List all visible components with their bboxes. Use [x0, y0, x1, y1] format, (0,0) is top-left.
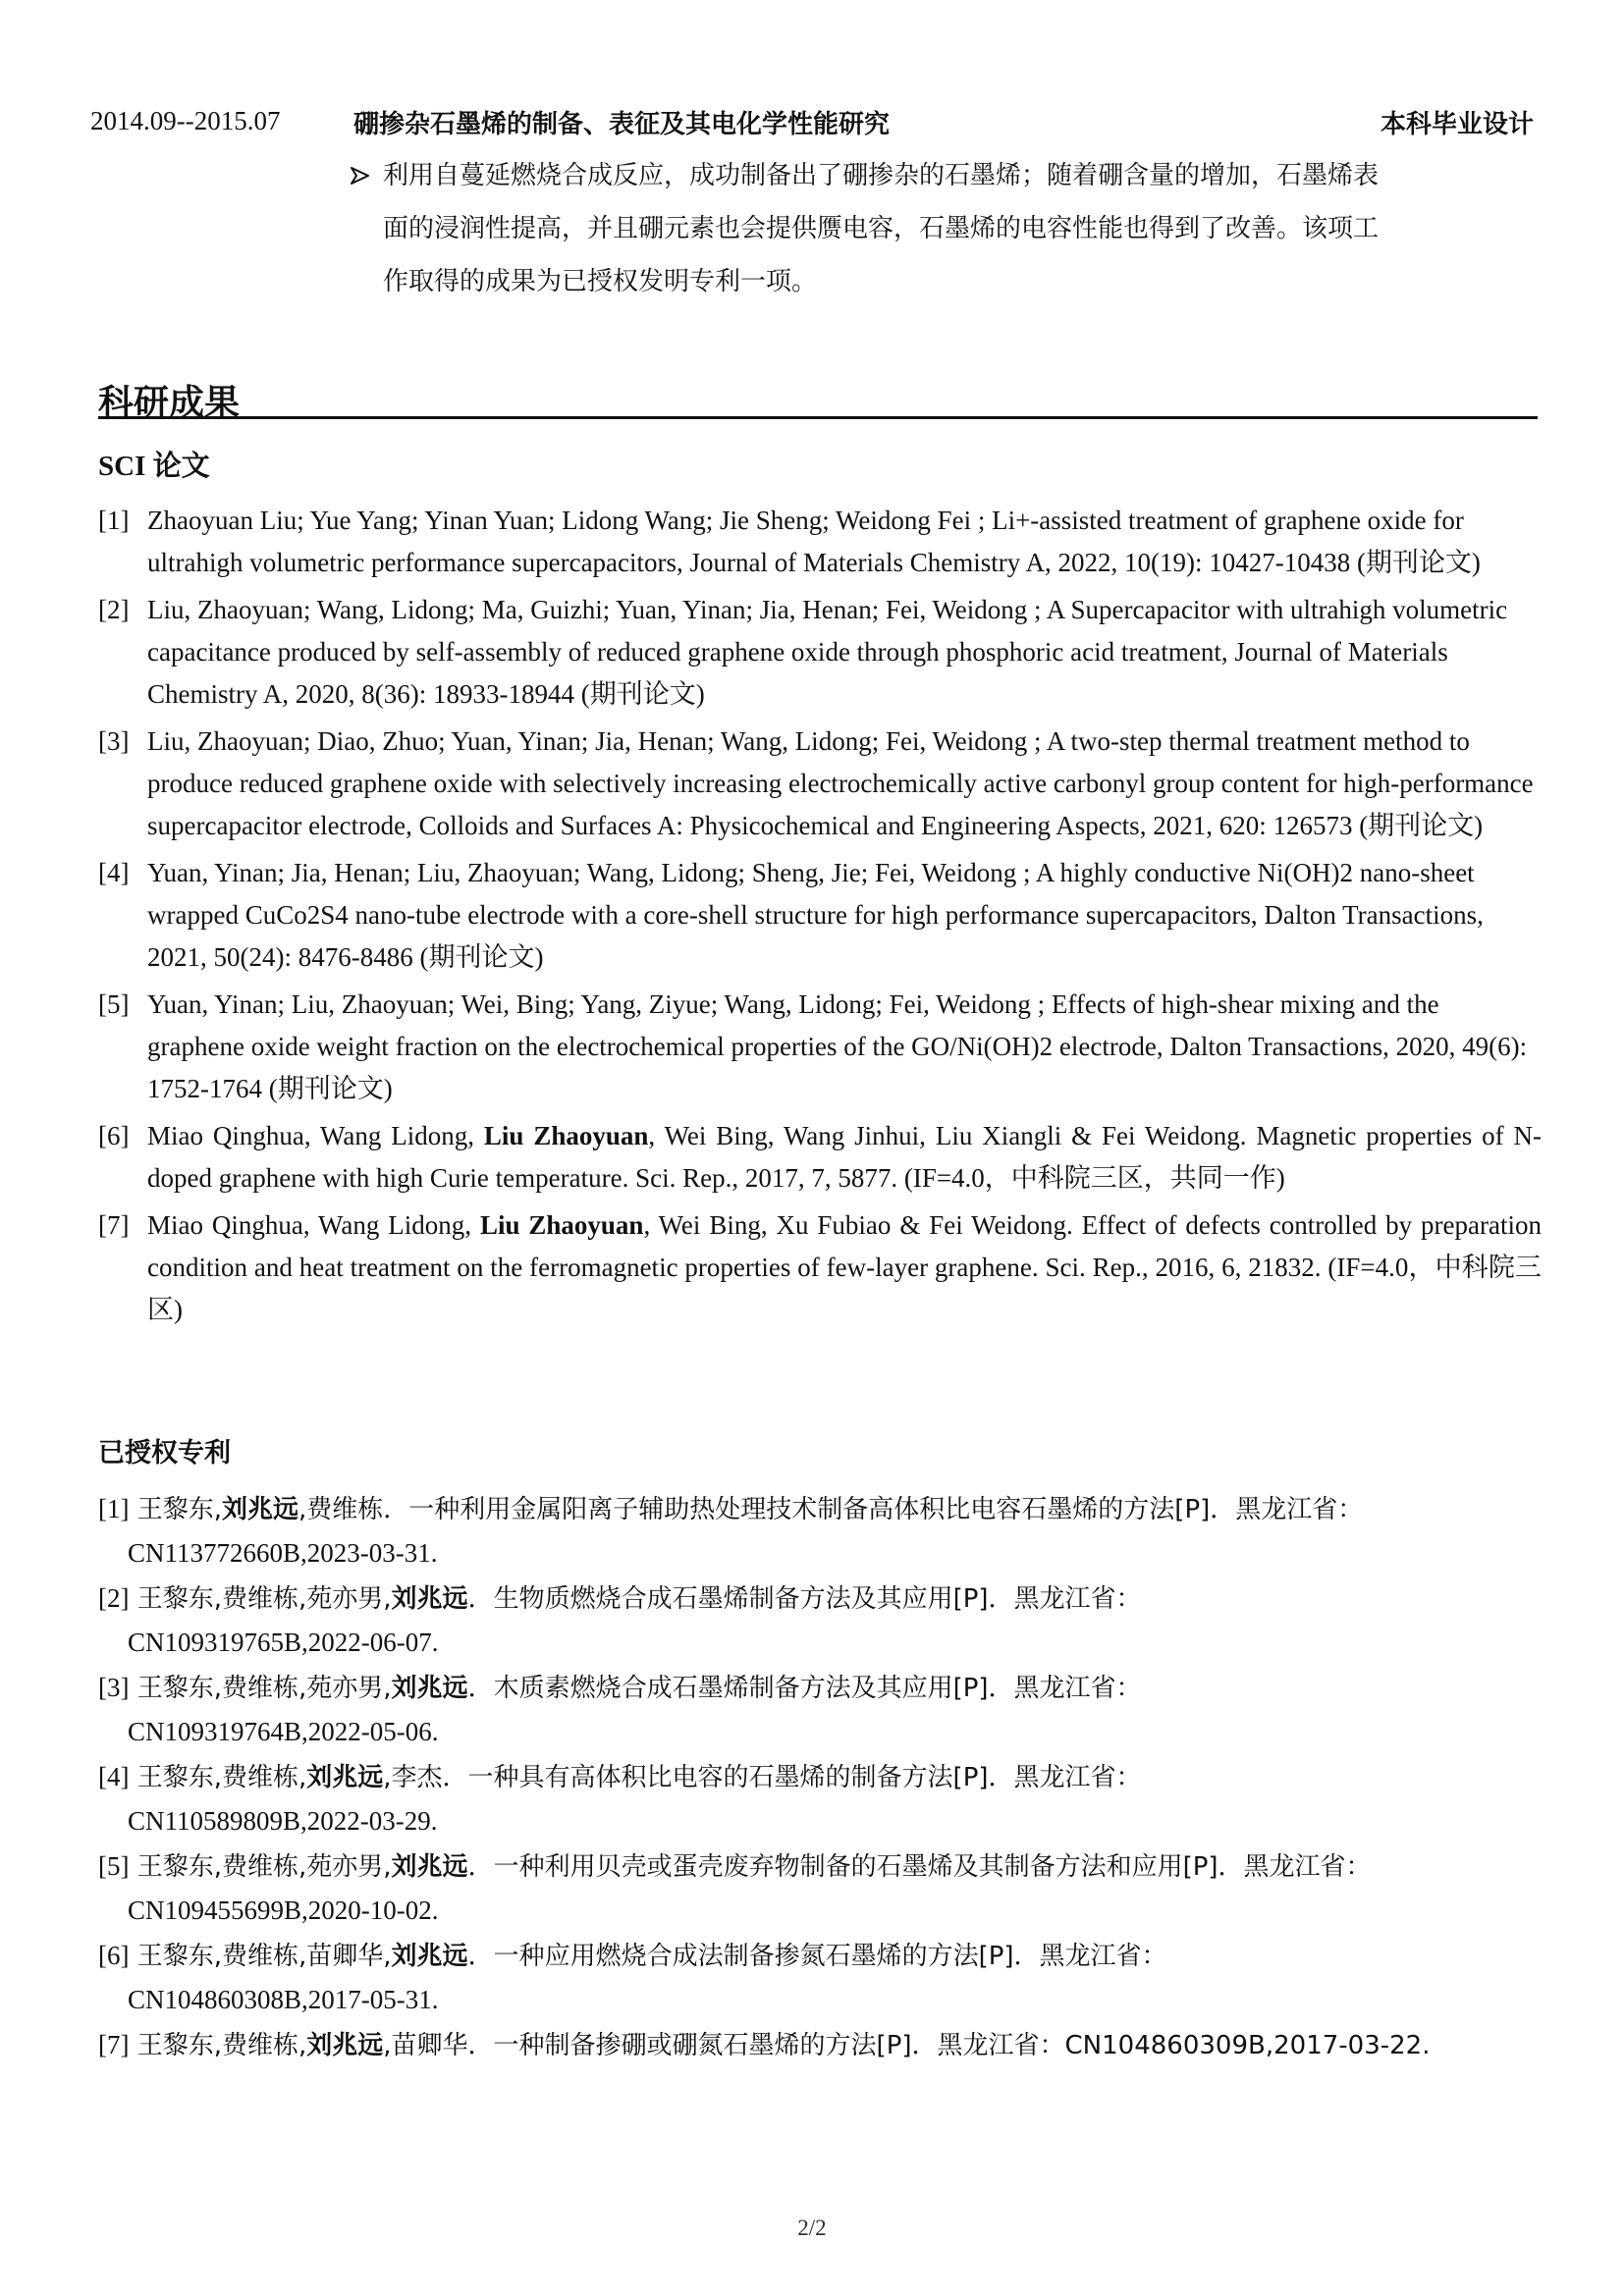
patent-inventor-highlight: 刘兆远 [391, 1852, 468, 1882]
paper-citation: Zhaoyuan Liu; Yue Yang; Yinan Yuan; Lidong Wang; Jie Sheng; Weidong Fei ; Li+-assisted treatment of graphene oxide for ultrahigh volumetric performance supercapacitors, Journal of Materials Chemistry A, 2022, 10(19): 10427-10438 (期刊论文) [147, 506, 1481, 577]
sci-paper-item [98, 984, 1542, 1110]
sci-heading: SCI 论文 [98, 451, 210, 482]
paper-author-highlight: Liu Zhaoyuan [483, 1121, 649, 1150]
patent-inventors-before: 王黎东,费维栋,苑亦男, [136, 1584, 392, 1614]
experience-title: 硼掺杂石墨烯的制备、表征及其电化学性能研究 [353, 110, 891, 139]
experience-row [90, 102, 1534, 141]
paper-number: [7] [98, 1210, 130, 1240]
paper-number: [2] [98, 595, 130, 624]
patent-inventors-before: 王黎东,费维栋, [136, 2031, 307, 2060]
arrow-bullet-icon [350, 149, 371, 205]
patent-item [98, 1666, 1542, 1753]
sci-paper-item [98, 500, 1542, 584]
patent-inventor-highlight: 刘兆远 [391, 1584, 468, 1614]
paper-author-highlight: Liu Zhaoyuan [479, 1210, 644, 1240]
experience-date: 2014.09--2015.07 [90, 106, 281, 135]
sci-paper-item [98, 1115, 1542, 1200]
paper-number: [1] [98, 506, 130, 535]
paper-number: [5] [98, 989, 130, 1019]
patent-item [98, 1487, 1542, 1575]
patent-code-date: CN109319765B,2022-06-07. [128, 1628, 439, 1657]
patent-number: [1] [98, 1494, 130, 1523]
patent-code-date: CN110589809B,2022-03-29. [128, 1806, 438, 1836]
experience-desc-line: 面的浸润性提高，并且硼元素也会提供赝电容，石墨烯的电容性能也得到了改善。该项工 [383, 214, 1380, 243]
section-title: 科研成果 [98, 383, 241, 423]
patent-list [98, 1487, 1542, 2069]
sci-paper-list [98, 500, 1542, 1336]
patent-number: [4] [98, 1762, 130, 1791]
patent-title: ．木质素燃烧合成石墨烯制备方法及其应用[P]．黑龙江省： [467, 1674, 1142, 1703]
paper-citation: Liu, Zhaoyuan; Wang, Lidong; Ma, Guizhi; Yuan, Yinan; Jia, Henan; Fei, Weidong ; A Supercapacitor with ultrahigh volumetric capacitance produced by self-assembly of reduced graphene oxide through phosphoric acid treatment, Journal of Materials Chemistry A, 2020, 8(36): 18933-18944 (期刊论文) [147, 595, 1508, 709]
patent-item [98, 1934, 1542, 2021]
patent-code-date: CN113772660B,2023-03-31. [128, 1538, 438, 1568]
paper-citation: Yuan, Yinan; Liu, Zhaoyuan; Wei, Bing; Yang, Ziyue; Wang, Lidong; Fei, Weidong ; Effects of high-shear mixing and the graphene oxide weight fraction on the electrochemical properties of the GO/Ni(OH)2 electrode, Dalton Transactions, 2020, 49(6): 1752-1764 (期刊论文) [147, 989, 1528, 1103]
patent-code-date: CN104860308B,2017-05-31. [128, 1985, 439, 2014]
patent-inventor-highlight: 刘兆远 [222, 1495, 299, 1524]
patent-inventors-before: 王黎东,费维栋, [136, 1763, 307, 1792]
section-divider [98, 416, 1538, 419]
patent-item [98, 1576, 1542, 1664]
patent-number: [2] [98, 1583, 130, 1613]
patent-item [98, 2023, 1542, 2067]
paper-authors-before: Miao Qinghua, Wang Lidong, [147, 1210, 480, 1240]
paper-number: [4] [98, 858, 130, 887]
experience-desc-line: 作取得的成果为已授权发明专利一项。 [383, 267, 818, 296]
paper-citation: Liu, Zhaoyuan; Diao, Zhuo; Yuan, Yinan; Jia, Henan; Wang, Lidong; Fei, Weidong ; A two-step thermal treatment method to produce reduced graphene oxide with selectively increasing electrochemically active carbonyl group content for high-performance supercapacitor electrode, Colloids and Surfaces A: Physicochemical and Engineering Aspects, 2021, 620: 126573 (期刊论文) [147, 726, 1534, 840]
experience-description [350, 149, 1518, 308]
sci-paper-item [98, 852, 1542, 979]
sci-paper-item [98, 589, 1542, 716]
patent-number: [5] [98, 1851, 130, 1881]
patent-code-date: CN109319764B,2022-05-06. [128, 1717, 439, 1746]
patent-inventors-before: 王黎东, [136, 1495, 223, 1524]
patent-item [98, 1755, 1542, 1842]
paper-authors-before: Miao Qinghua, Wang Lidong, [147, 1121, 484, 1150]
paper-number: [6] [98, 1121, 130, 1150]
page-number: 2/2 [797, 2216, 827, 2240]
patent-inventors-before: 王黎东,费维栋,苑亦男, [136, 1852, 392, 1882]
patent-inventors-before: 王黎东,费维栋,苑亦男, [136, 1674, 392, 1703]
patent-inventor-highlight: 刘兆远 [391, 1674, 468, 1703]
paper-number: [3] [98, 726, 130, 756]
patents-heading: 已授权专利 [98, 1438, 231, 1468]
patent-title: ．一种利用贝壳或蛋壳废弃物制备的石墨烯及其制备方法和应用[P]．黑龙江省： [467, 1852, 1372, 1882]
sci-paper-item [98, 1204, 1542, 1331]
paper-citation-rest: , Wei Bing, Xu Fubiao & Fei Weidong. Effect of defects controlled by preparation condition and heat treatment on the ferromagnetic properties of few-layer graphene. Sci. Rep., 2016, 6, 21832. (IF=4.0，中科院三区) [147, 1210, 1542, 1324]
patent-title: ．生物质燃烧合成石墨烯制备方法及其应用[P]．黑龙江省： [467, 1584, 1142, 1614]
paper-citation-rest: , Wei Bing, Wang Jinhui, Liu Xiangli & Fei Weidong. Magnetic properties of N-doped graphene with high Curie temperature. Sci. Rep., 2017, 7, 5877. (IF=4.0，中科院三区，共同一作) [147, 1121, 1542, 1193]
sci-paper-item [98, 721, 1542, 847]
experience-desc-line: 利用自蔓延燃烧合成反应，成功制备出了硼掺杂的石墨烯；随着硼含量的增加，石墨烯表 [383, 161, 1380, 190]
patent-code-date: CN109455699B,2020-10-02. [128, 1896, 439, 1925]
patent-inventor-highlight: 刘兆远 [306, 2031, 384, 2060]
patent-inventors-before: 王黎东,费维栋,苗卿华, [136, 1942, 392, 1971]
patent-item [98, 1844, 1542, 1932]
patent-number: [6] [98, 1941, 130, 1970]
patent-title: ．一种应用燃烧合成法制备掺氮石墨烯的方法[P]．黑龙江省： [467, 1942, 1167, 1971]
experience-type: 本科毕业设计 [1380, 110, 1534, 139]
patent-number: [3] [98, 1673, 130, 1702]
patent-title: ,苗卿华．一种制备掺硼或硼氮石墨烯的方法[P]．黑龙江省：CN104860309B,2017-03-22. [383, 2031, 1431, 2060]
patent-number: [7] [98, 2030, 130, 2059]
paper-citation: Yuan, Yinan; Jia, Henan; Liu, Zhaoyuan; Wang, Lidong; Sheng, Jie; Fei, Weidong ; A highly conductive Ni(OH)2 nano-sheet wrapped CuCo2S4 nano-tube electrode with a core-shell structure for high performance supercapacitors, Dalton Transactions, 2021, 50(24): 8476-8486 (期刊论文) [147, 858, 1484, 972]
patent-inventor-highlight: 刘兆远 [306, 1763, 384, 1792]
patent-title: ,李杰．一种具有高体积比电容的石墨烯的制备方法[P]．黑龙江省： [383, 1763, 1142, 1792]
patent-inventor-highlight: 刘兆远 [391, 1942, 468, 1971]
patent-title: ,费维栋．一种利用金属阳离子辅助热处理技术制备高体积比电容石墨烯的方法[P]．黑龙江省： [298, 1495, 1364, 1524]
